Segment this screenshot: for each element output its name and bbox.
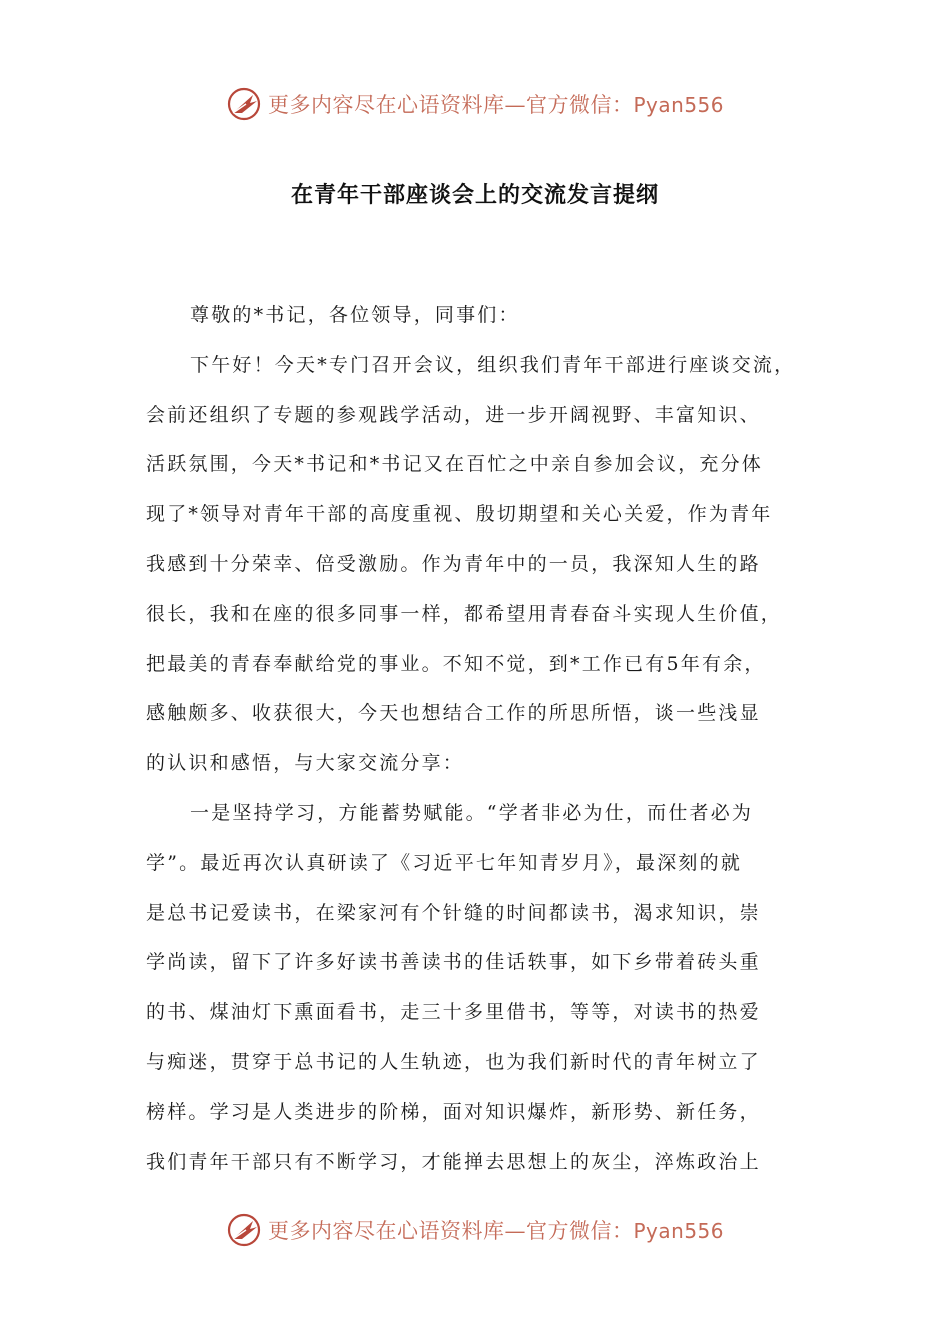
quill-pen-logo-icon xyxy=(226,86,262,122)
body-line: 学尚读，留下了许多好读书善读书的佳话轶事，如下乡带着砖头重 xyxy=(146,951,761,974)
body-line: 一是坚持学习，方能蓄势赋能。“学者非必为仕，而仕者必为 xyxy=(190,801,754,824)
body-line: 感触颇多、收获很大，今天也想结合工作的所思所悟，谈一些浅显 xyxy=(146,702,761,725)
watermark-text: 更多内容尽在心语资料库—官方微信：Pyan556 xyxy=(267,1219,724,1243)
wechat-id: Pyan556 xyxy=(633,93,724,117)
body-line: 与痴迷，贯穿于总书记的人生轨迹，也为我们新时代的青年树立了 xyxy=(146,1050,761,1073)
document-body xyxy=(146,291,808,1187)
watermark-text: 更多内容尽在心语资料库—官方微信：Pyan556 xyxy=(267,93,724,117)
body-line: 现了*领导对青年干部的高度重视、殷切期望和关心关爱，作为青年 xyxy=(146,503,773,526)
body-line: 我们青年干部只有不断学习，才能掸去思想上的灰尘，淬炼政治上 xyxy=(146,1150,761,1173)
footer-watermark xyxy=(0,1210,950,1250)
body-line: 活跃氛围，今天*书记和*书记又在百忙之中亲自参加会议，充分体 xyxy=(146,453,764,476)
quill-pen-logo-icon xyxy=(226,1212,262,1248)
body-line: 很长，我和在座的很多同事一样，都希望用青春奋斗实现人生价值， xyxy=(146,602,783,625)
body-line: 是总书记爱读书，在梁家河有个针缝的时间都读书，渴求知识，崇 xyxy=(146,901,761,924)
body-line: 榜样。学习是人类进步的阶梯，面对知识爆炸，新形势、新任务， xyxy=(146,1100,761,1123)
body-line: 会前还组织了专题的参观践学活动，进一步开阔视野、丰富知识、 xyxy=(146,403,761,426)
document-title: 在青年干部座谈会上的交流发言提纲 xyxy=(290,183,659,208)
body-line: 的书、煤油灯下熏面看书，走三十多里借书，等等，对读书的热爱 xyxy=(146,1001,761,1024)
body-line: 的认识和感悟，与大家交流分享： xyxy=(146,752,465,775)
body-line: 学”。最近再次认真研读了《习近平七年知青岁月》，最深刻的就 xyxy=(146,851,743,874)
body-line: 我感到十分荣幸、倍受激励。作为青年中的一员，我深知人生的路 xyxy=(146,552,761,575)
body-line: 尊敬的*书记，各位领导，同事们： xyxy=(190,304,520,326)
wechat-id: Pyan556 xyxy=(633,1219,724,1243)
header-watermark xyxy=(0,84,950,124)
body-line: 下午好！今天*专门召开会议，组织我们青年干部进行座谈交流， xyxy=(190,353,796,376)
body-line: 把最美的青春奉献给党的事业。不知不觉，到*工作已有5年有余， xyxy=(146,652,766,675)
